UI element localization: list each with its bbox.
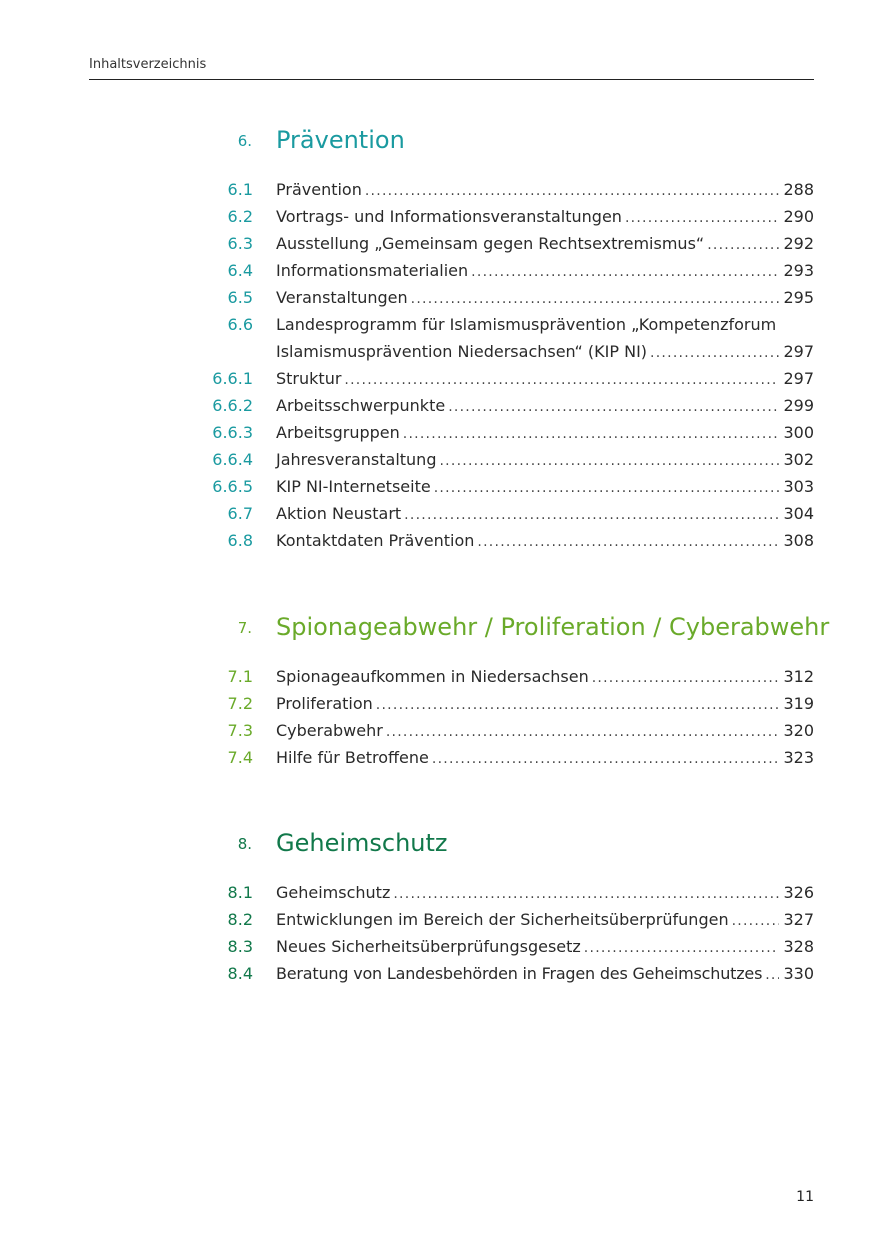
dot-leader bbox=[625, 207, 780, 228]
entry-page: 303 bbox=[783, 477, 814, 496]
section-title: Spionageabwehr / Proliferation / Cyberabwehr bbox=[276, 613, 830, 641]
entry-title: Veranstaltungen bbox=[276, 288, 408, 307]
entry-title: Geheimschutz bbox=[276, 883, 391, 902]
entry-number: 6.6.2 bbox=[212, 396, 253, 415]
entry-title: Proliferation bbox=[276, 694, 373, 713]
page-number: 11 bbox=[796, 1189, 814, 1205]
toc-section-8 bbox=[0, 823, 875, 987]
dot-leader bbox=[386, 721, 780, 742]
entry-title: KIP NI-Internetseite bbox=[276, 477, 431, 496]
entry-page: 297 bbox=[783, 369, 814, 388]
dot-leader bbox=[439, 450, 779, 471]
toc-section-6 bbox=[0, 120, 875, 554]
section-title: Prävention bbox=[276, 126, 405, 154]
entry-number: 7.4 bbox=[227, 748, 253, 767]
section-heading bbox=[0, 120, 875, 154]
dot-leader bbox=[584, 937, 780, 958]
toc-entry-6-6-1[interactable] bbox=[0, 365, 875, 392]
entry-title: Entwicklungen im Bereich der Sicherheitsüberprüfungen bbox=[276, 910, 729, 929]
entry-number: 8.4 bbox=[227, 964, 253, 983]
toc-entry-8-2[interactable] bbox=[0, 906, 875, 933]
entry-page: 327 bbox=[783, 910, 814, 929]
section-number: 7. bbox=[237, 619, 252, 637]
toc-entry-6-5[interactable] bbox=[0, 284, 875, 311]
entry-number: 6.5 bbox=[227, 288, 253, 307]
toc-section-7 bbox=[0, 607, 875, 771]
entry-number: 6.6.4 bbox=[212, 450, 253, 469]
entry-title: Beratung von Landesbehörden in Fragen des Geheimschutzes bbox=[276, 964, 763, 983]
entry-title: Neues Sicherheitsüberprüfungsgesetz bbox=[276, 937, 581, 956]
toc-entry-7-4[interactable] bbox=[0, 744, 875, 771]
entry-page: 299 bbox=[783, 396, 814, 415]
entry-page: 320 bbox=[783, 721, 814, 740]
entry-page: 308 bbox=[783, 531, 814, 550]
entry-number: 7.2 bbox=[227, 694, 253, 713]
toc-entry-6-4[interactable] bbox=[0, 257, 875, 284]
toc-entry-8-1[interactable] bbox=[0, 879, 875, 906]
entry-page: 319 bbox=[783, 694, 814, 713]
toc-entry-6-8[interactable] bbox=[0, 527, 875, 554]
toc-entry-6-6-2[interactable] bbox=[0, 392, 875, 419]
entry-number: 8.2 bbox=[227, 910, 253, 929]
entry-page: 292 bbox=[783, 234, 814, 253]
section-heading bbox=[0, 607, 875, 641]
dot-leader bbox=[365, 180, 780, 201]
toc-entry-6-3[interactable] bbox=[0, 230, 875, 257]
entry-title: Spionageaufkommen in Niedersachsen bbox=[276, 667, 589, 686]
entry-page: 300 bbox=[783, 423, 814, 442]
dot-leader bbox=[432, 748, 780, 769]
section-heading bbox=[0, 823, 875, 857]
entry-page: 312 bbox=[783, 667, 814, 686]
toc-entry-6-6[interactable] bbox=[0, 311, 875, 365]
toc-entry-list bbox=[0, 663, 875, 771]
entry-number: 6.1 bbox=[227, 180, 253, 199]
entry-number: 6.6.1 bbox=[212, 369, 253, 388]
toc-entry-7-3[interactable] bbox=[0, 717, 875, 744]
section-number: 8. bbox=[237, 835, 252, 853]
entry-page: 295 bbox=[783, 288, 814, 307]
entry-title: Arbeitsschwerpunkte bbox=[276, 396, 446, 415]
dot-leader bbox=[404, 504, 779, 525]
toc-entry-8-4[interactable] bbox=[0, 960, 875, 987]
entry-page: 288 bbox=[783, 180, 814, 199]
entry-title: Vortrags- und Informationsveranstaltungen bbox=[276, 207, 622, 226]
entry-title: Kontaktdaten Prävention bbox=[276, 531, 475, 550]
toc-entry-8-3[interactable] bbox=[0, 933, 875, 960]
entry-number: 6.4 bbox=[227, 261, 253, 280]
entry-page: 328 bbox=[783, 937, 814, 956]
toc-entry-list bbox=[0, 879, 875, 987]
entry-title: Prävention bbox=[276, 180, 362, 199]
toc-entry-6-7[interactable] bbox=[0, 500, 875, 527]
dot-leader bbox=[592, 667, 780, 688]
dot-leader bbox=[434, 477, 780, 498]
entry-page: 297 bbox=[783, 342, 814, 361]
entry-number: 7.1 bbox=[227, 667, 253, 686]
dot-leader bbox=[344, 369, 779, 390]
dot-leader bbox=[477, 531, 779, 552]
entry-page: 290 bbox=[783, 207, 814, 226]
dot-leader bbox=[471, 261, 779, 282]
toc-entry-6-6-3[interactable] bbox=[0, 419, 875, 446]
dot-leader bbox=[765, 964, 779, 985]
entry-number: 6.6.3 bbox=[212, 423, 253, 442]
entry-number: 6.6.5 bbox=[212, 477, 253, 496]
dot-leader bbox=[411, 288, 780, 309]
toc-entry-6-1[interactable] bbox=[0, 176, 875, 203]
toc-entry-list bbox=[0, 176, 875, 554]
entry-number: 6.3 bbox=[227, 234, 253, 253]
dot-leader bbox=[650, 342, 779, 363]
dot-leader bbox=[707, 234, 779, 255]
entry-number: 8.1 bbox=[227, 883, 253, 902]
entry-page: 302 bbox=[783, 450, 814, 469]
dot-leader bbox=[376, 694, 780, 715]
toc-entry-6-2[interactable] bbox=[0, 203, 875, 230]
entry-page: 293 bbox=[783, 261, 814, 280]
section-number: 6. bbox=[237, 132, 252, 150]
section-title: Geheimschutz bbox=[276, 829, 448, 857]
dot-leader bbox=[732, 910, 780, 931]
entry-title: Informationsmaterialien bbox=[276, 261, 469, 280]
entry-title: Arbeitsgruppen bbox=[276, 423, 400, 442]
entry-title: Hilfe für Betroffene bbox=[276, 748, 429, 767]
entry-title: Jahresveranstaltung bbox=[276, 450, 437, 469]
dot-leader bbox=[393, 883, 779, 904]
dot-leader bbox=[448, 396, 779, 417]
dot-leader bbox=[403, 423, 780, 444]
entry-page: 326 bbox=[783, 883, 814, 902]
entry-title: Cyberabwehr bbox=[276, 721, 383, 740]
toc-entry-7-1[interactable] bbox=[0, 663, 875, 690]
toc-entry-6-6-5[interactable] bbox=[0, 473, 875, 500]
entry-title-line1: Landesprogramm für Islamismusprävention „Kompetenzforum bbox=[276, 315, 777, 334]
entry-number: 6.7 bbox=[227, 504, 253, 523]
toc-entry-6-6-4[interactable] bbox=[0, 446, 875, 473]
entry-number: 7.3 bbox=[227, 721, 253, 740]
entry-number: 6.2 bbox=[227, 207, 253, 226]
running-header: Inhaltsverzeichnis bbox=[89, 57, 207, 72]
entry-title: Islamismusprävention Niedersachsen“ (KIP NI) bbox=[276, 342, 648, 361]
entry-number: 6.8 bbox=[227, 531, 253, 550]
toc-entry-7-2[interactable] bbox=[0, 690, 875, 717]
entry-title: Aktion Neustart bbox=[276, 504, 402, 523]
entry-page: 323 bbox=[783, 748, 814, 767]
entry-title: Struktur bbox=[276, 369, 342, 388]
entry-page: 330 bbox=[783, 964, 814, 983]
entry-title: Ausstellung „Gemeinsam gegen Rechtsextremismus“ bbox=[276, 234, 705, 253]
entry-number: 6.6 bbox=[227, 315, 253, 334]
header-rule bbox=[89, 79, 814, 80]
entry-number: 8.3 bbox=[227, 937, 253, 956]
entry-page: 304 bbox=[783, 504, 814, 523]
